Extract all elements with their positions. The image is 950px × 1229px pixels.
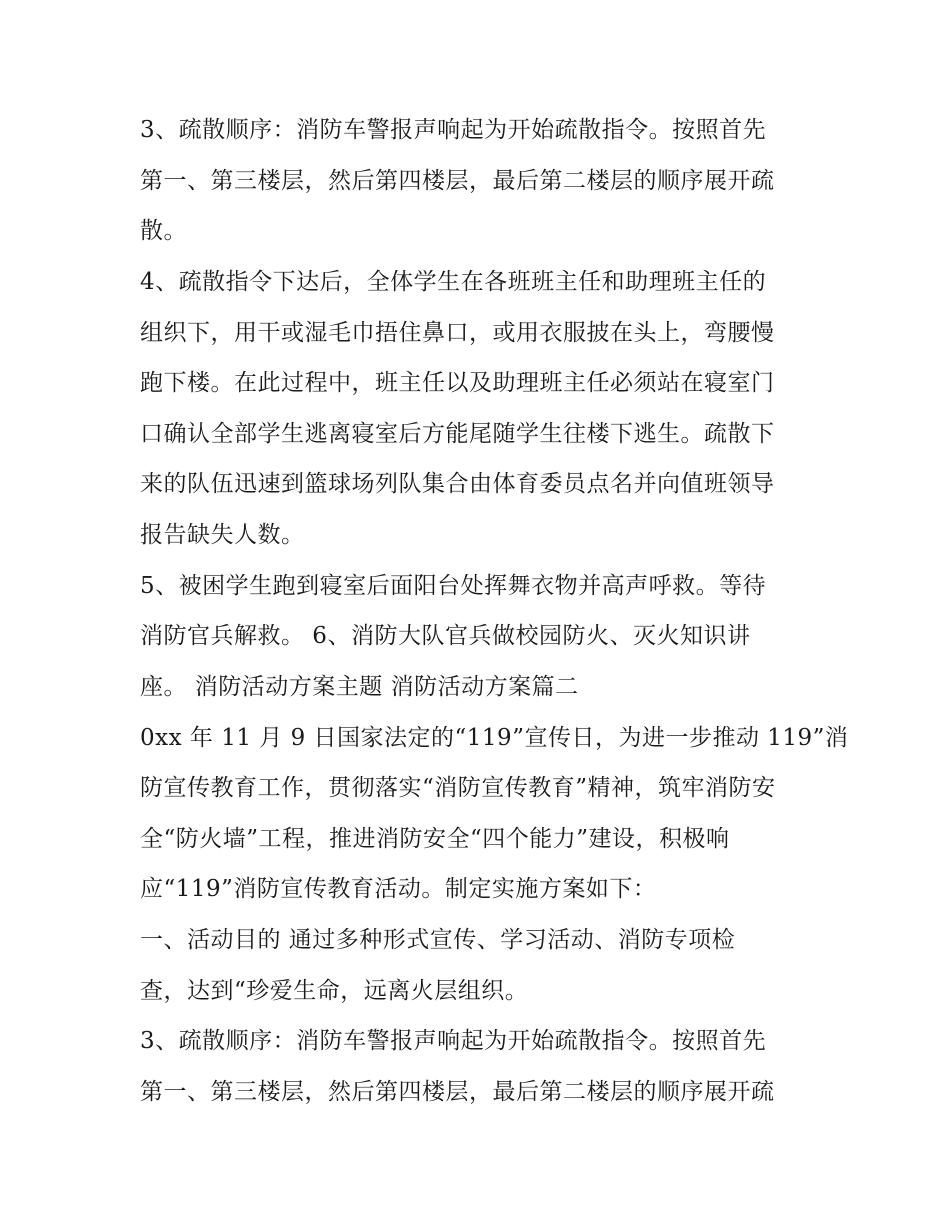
text-line: 4、疏散指令下达后，全体学生在各班班主任和助理班主任的 [140, 269, 767, 295]
text-line: 3、疏散顺序：消防车警报声响起为开始疏散指令。按照首先 [140, 1028, 767, 1054]
text-line: 5、被困学生跑到寝室后面阳台处挥舞衣物并高声呼救。等待 [140, 573, 767, 599]
text-line: 第一、第三楼层，然后第四楼层，最后第二楼层的顺序展开疏 [140, 168, 775, 194]
text-line: 查，达到“珍爱生命，远离火层组织。 [140, 978, 529, 1004]
text-line: 全“防火墙”工程，推进消防安全“四个能力”建设，积极响 [140, 826, 730, 852]
text-line: 第一、第三楼层，然后第四楼层，最后第二楼层的顺序展开疏 [140, 1079, 775, 1105]
text-line: 跑下楼。在此过程中，班主任以及助理班主任必须站在寝室门 [140, 370, 775, 396]
text-line: 来的队伍迅速到篮球场列队集合由体育委员点名并向值班领导 [140, 471, 775, 497]
text-line: 组织下，用干或湿毛巾捂住鼻口，或用衣服披在头上，弯腰慢 [140, 320, 775, 346]
text-line: 0xx 年 11 月 9 日国家法定的“119”宣传日，为进一步推动 119”消 [140, 725, 849, 751]
text-line: 报告缺失人数。 [140, 522, 305, 548]
text-line: 3、疏散顺序：消防车警报声响起为开始疏散指令。按照首先 [140, 117, 767, 143]
text-line: 防宣传教育工作，贯彻落实“消防宣传教育”精神，筑牢消防安 [140, 775, 776, 801]
text-line: 一、活动目的 通过多种形式宣传、学习活动、消防专项检 [140, 927, 736, 953]
text-line: 座。 消防活动方案主题 消防活动方案篇二 [140, 674, 579, 700]
text-line: 口确认全部学生逃离寝室后方能尾随学生往楼下逃生。疏散下 [140, 421, 775, 447]
text-line: 消防官兵解救。 6、消防大队官兵做校园防火、灭火知识讲 [140, 623, 751, 649]
text-line: 应“119”消防宣传教育活动。制定实施方案如下： [140, 876, 657, 902]
text-line: 散。 [140, 218, 187, 244]
